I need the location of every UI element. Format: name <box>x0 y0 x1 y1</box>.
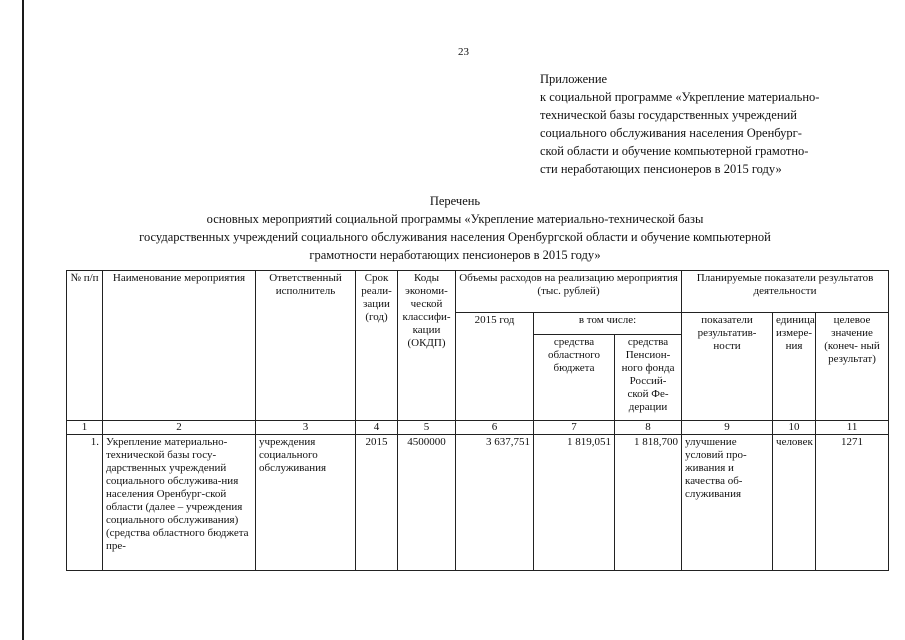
row-regional: 1 819,051 <box>534 435 615 571</box>
column-number: 9 <box>682 421 773 435</box>
row-term: 2015 <box>356 435 398 571</box>
row-pension: 1 818,700 <box>615 435 682 571</box>
header-term: Срок реали- зации (год) <box>356 271 398 421</box>
appendix-line: сти неработающих пенсионеров в 2015 году» <box>540 162 782 176</box>
column-number: 4 <box>356 421 398 435</box>
column-number: 11 <box>816 421 889 435</box>
header-unit: единица измере- ния <box>773 313 816 421</box>
row-indicator: улучшение условий про-живания и качества об-служивания <box>682 435 773 571</box>
header-target: целевое значение (конеч- ный результат) <box>816 313 889 421</box>
column-number: 2 <box>103 421 256 435</box>
column-number: 8 <box>615 421 682 435</box>
header-executor: Ответственный исполнитель <box>256 271 356 421</box>
header-2015: 2015 год <box>456 313 534 421</box>
document-title <box>60 192 850 264</box>
row-total-2015: 3 637,751 <box>456 435 534 571</box>
column-number: 3 <box>256 421 356 435</box>
column-number: 10 <box>773 421 816 435</box>
column-number: 5 <box>398 421 456 435</box>
header-indicators-group: Планируемые показатели результатов деятельности <box>682 271 889 313</box>
title-line: грамотности неработающих пенсионеров в 2015 году» <box>309 248 601 262</box>
header-indicators: показатели результатив- ности <box>682 313 773 421</box>
appendix-line: ской области и обучение компьютерной грамотно- <box>540 144 809 158</box>
row-no: 1. <box>67 435 103 571</box>
row-target: 1271 <box>816 435 889 571</box>
header-including: в том числе: <box>534 313 682 335</box>
title-line: основных мероприятий социальной программы «Укрепление материально-технической базы <box>206 212 704 226</box>
appendix-line: социального обслуживания населения Оренбург- <box>540 126 802 140</box>
row-code: 4500000 <box>398 435 456 571</box>
column-number: 6 <box>456 421 534 435</box>
row-unit: человек <box>773 435 816 571</box>
column-number: 1 <box>67 421 103 435</box>
page-number: 23 <box>458 46 469 58</box>
title-line: Перечень <box>429 194 481 208</box>
column-number: 7 <box>534 421 615 435</box>
appendix-line: Приложение <box>540 72 608 86</box>
row-executor: учреждения социального обслуживания <box>256 435 356 571</box>
table-row <box>67 435 889 571</box>
header-pension: средства Пенсион- ного фонда Россий- ской Фе- дерации <box>615 335 682 421</box>
header-codes: Коды экономи- ческой классифи- кации (ОКДП) <box>398 271 456 421</box>
title-line: государственных учреждений социального обслуживания населения Оренбургской области и обучение компьютерной <box>139 230 771 244</box>
measures-table <box>66 270 889 571</box>
appendix-line: технической базы государственных учреждений <box>540 108 797 122</box>
appendix-header <box>540 70 890 178</box>
header-no: № п/п <box>67 271 103 421</box>
header-regional: средства областного бюджета <box>534 335 615 421</box>
appendix-line: к социальной программе «Укрепление материально- <box>540 90 820 104</box>
row-name: Укрепление материально-технической базы госу-дарственных учреждений социального обслужива-ния населения Оренбург-ской области (далее – учреждения социального обслуживания) (средства областного бюджета пре- <box>103 435 256 571</box>
header-expenses-group: Объемы расходов на реализацию мероприятия (тыс. рублей) <box>456 271 682 313</box>
column-number-row <box>67 421 889 435</box>
page-edge-line <box>22 0 24 640</box>
header-name: Наименование мероприятия <box>103 271 256 421</box>
